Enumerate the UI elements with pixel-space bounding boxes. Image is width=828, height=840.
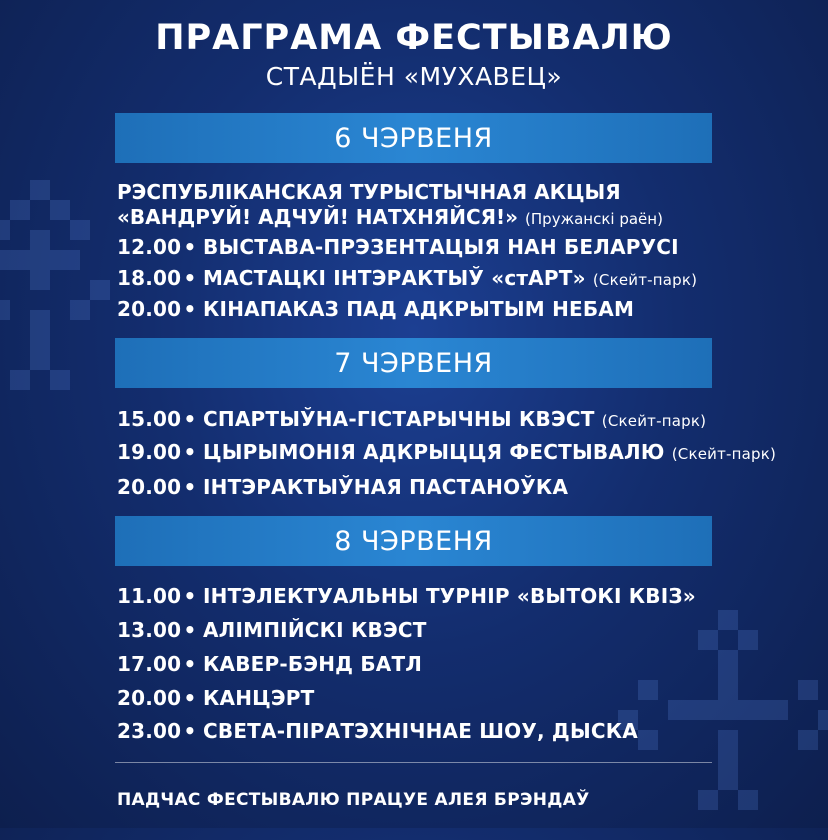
event-title: КАВЕР-БЭНД БАТЛ bbox=[203, 652, 423, 676]
day-label: 6 ЧЭРВЕНЯ bbox=[334, 122, 493, 154]
bullet-icon: • bbox=[183, 266, 197, 290]
event-title: СПАРТЫЎНА-ГІСТАРЫЧНЫ КВЭСТ bbox=[203, 407, 595, 431]
event-title: КІНАПАКАЗ ПАД АДКРЫТЫМ НЕБАМ bbox=[203, 297, 635, 321]
event-time: 20.00 bbox=[117, 297, 182, 321]
bullet-icon: • bbox=[183, 686, 197, 710]
event-time: 12.00 bbox=[117, 235, 182, 259]
schedule-item bbox=[117, 407, 706, 431]
event-title: АЛІМПІЙСКІ КВЭСТ bbox=[203, 618, 427, 642]
bullet-icon: • bbox=[183, 440, 197, 464]
event-title: ІНТЭЛЕКТУАЛЬНЫ ТУРНІР «ВЫТОКІ КВІЗ» bbox=[203, 584, 696, 608]
venue-subtitle: СТАДЫЁН «МУХАВЕЦ» bbox=[265, 62, 563, 91]
bullet-icon: • bbox=[183, 719, 197, 743]
schedule-item bbox=[117, 475, 568, 499]
bullet-icon: • bbox=[183, 235, 197, 259]
event-time: 18.00 bbox=[117, 266, 182, 290]
bullet-icon: • bbox=[183, 475, 197, 499]
day-banner-6 bbox=[115, 113, 712, 163]
event-time: 17.00 bbox=[117, 652, 182, 676]
event-time: 13.00 bbox=[117, 618, 182, 642]
folk-ornament-icon bbox=[608, 600, 828, 840]
schedule-item bbox=[117, 297, 634, 321]
bullet-icon: • bbox=[183, 407, 197, 431]
bullet-icon: • bbox=[183, 618, 197, 642]
schedule-item bbox=[117, 266, 697, 290]
day-label: 7 ЧЭРВЕНЯ bbox=[334, 347, 493, 379]
divider bbox=[115, 762, 712, 763]
day-banner-8 bbox=[115, 516, 712, 566]
day-banner-7 bbox=[115, 338, 712, 388]
schedule-item bbox=[117, 719, 638, 743]
schedule-item bbox=[117, 584, 696, 608]
location-note: (Скейт-парк) bbox=[592, 271, 698, 289]
page-title: ПРАГРАМА ФЕСТЫВАЛЮ bbox=[155, 18, 673, 58]
event-title: СВЕТА-ПІРАТЭХНІЧНАЕ ШОУ, ДЫСКА bbox=[203, 719, 638, 743]
day-label: 8 ЧЭРВЕНЯ bbox=[334, 525, 493, 557]
intro-line-1: РЭСПУБЛІКАНСКАЯ ТУРЫСТЫЧНАЯ АКЦЫЯ bbox=[117, 180, 621, 204]
bullet-icon: • bbox=[183, 297, 197, 321]
event-time: 15.00 bbox=[117, 407, 182, 431]
schedule-item bbox=[117, 618, 427, 642]
event-title: ВЫСТАВА-ПРЭЗЕНТАЦЫЯ НАН БЕЛАРУСІ bbox=[203, 235, 679, 259]
event-time: 20.00 bbox=[117, 686, 182, 710]
event-time: 23.00 bbox=[117, 719, 182, 743]
event-title: КАНЦЭРТ bbox=[203, 686, 315, 710]
footer-note: ПАДЧАС ФЕСТЫВАЛЮ ПРАЦУЕ АЛЕЯ БРЭНДАЎ bbox=[117, 790, 590, 810]
event-title: ЦЫРЫМОНІЯ АДКРЫЦЦЯ ФЕСТЫВАЛЮ bbox=[203, 440, 665, 464]
intro-line-2: «ВАНДРУЙ! АДЧУЙ! НАТХНЯЙСЯ!» (Пружанскі раён) bbox=[117, 205, 663, 229]
event-title: ІНТЭРАКТЫЎНАЯ ПАСТАНОЎКА bbox=[203, 475, 569, 499]
folk-ornament-icon bbox=[0, 170, 130, 420]
bullet-icon: • bbox=[183, 584, 197, 608]
location-note: (Пружанскі раён) bbox=[525, 210, 663, 228]
schedule-item bbox=[117, 235, 679, 259]
event-time: 11.00 bbox=[117, 584, 182, 608]
location-note: (Скейт-парк) bbox=[601, 412, 707, 430]
bullet-icon: • bbox=[183, 652, 197, 676]
location-note: (Скейт-парк) bbox=[671, 445, 777, 463]
event-time: 19.00 bbox=[117, 440, 182, 464]
event-title: МАСТАЦКІ ІНТЭРАКТЫЎ «стАРТ» bbox=[203, 266, 586, 290]
schedule-item bbox=[117, 652, 422, 676]
schedule-item bbox=[117, 440, 776, 464]
schedule-item bbox=[117, 686, 315, 710]
event-time: 20.00 bbox=[117, 475, 182, 499]
